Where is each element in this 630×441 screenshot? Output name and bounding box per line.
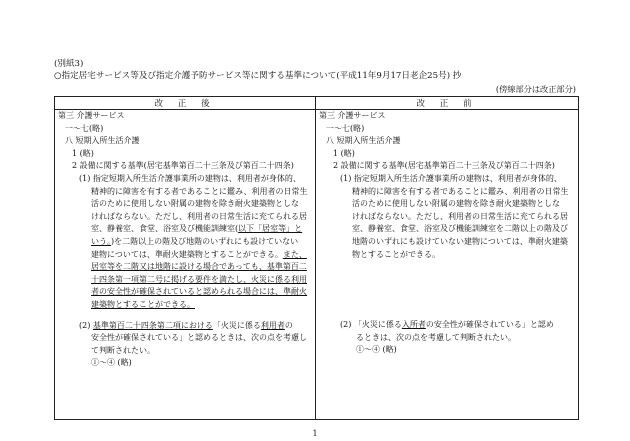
- text-line: 八 短期入所生活介護: [65, 136, 140, 146]
- page-number: 1: [312, 429, 318, 438]
- underlined-segment: また、: [282, 249, 307, 259]
- text-line: [55, 320, 315, 333]
- text-line: 精神的に障害を有する者であることに鑑み、利用者の日常生: [91, 186, 308, 196]
- text-line: [55, 223, 315, 236]
- underlined-line: 者の安全性が確保されていると認められる場合には、準耐火: [91, 287, 307, 297]
- underlined-line: 建築物とすることができる。: [91, 299, 195, 309]
- text-line: 地階のいずれにも設けていない建物については、準耐火建築: [352, 236, 568, 246]
- document-title: ○指定居宅サービス等及び指定介護予防サービス等に関する基準について(平成11年9月17日老企25号) 抄: [54, 71, 462, 81]
- column-header-before: 改 正 前: [316, 97, 579, 110]
- table-body-row: [55, 110, 579, 420]
- text-line: 2 設備に関する基準(居宅基準第百二十三条及び第百二十四条): [333, 161, 555, 171]
- text-line: 1 (略): [72, 148, 94, 158]
- text-line: 2 設備に関する基準(居宅基準第百二十三条及び第百二十四条): [72, 161, 294, 171]
- text-segment: (2): [79, 320, 93, 330]
- underlined-segment: 以下「居室等」と: [238, 224, 303, 234]
- text-line: 物とすることができる。: [352, 249, 440, 259]
- text-line: 1 (略): [333, 148, 355, 158]
- text-line: [55, 236, 315, 249]
- before-revision-text: [316, 110, 578, 357]
- text-line: 室、静養室、食堂、浴室及び機能訓練室を二階以上の階及び: [352, 224, 568, 234]
- attachment-label: (別紙3): [54, 59, 84, 69]
- text-line: (1) 指定短期入所生活介護事業所の建物は、利用者が身体的、: [340, 173, 562, 183]
- underlined-line: 居室等を二階又は地階に設ける場合であっても、基準第百二: [91, 262, 307, 272]
- text-segment: の: [284, 320, 293, 330]
- text-segment: 室、静養室、食堂、浴室及び機能訓練室(: [91, 224, 239, 234]
- text-line: 一〜七(略): [326, 123, 365, 133]
- after-revision-cell: [55, 110, 316, 420]
- text-line: (1) 指定短期入所生活介護事業所の建物は、利用者が身体的、: [79, 173, 301, 183]
- text-segment: (2) 「火災に係る: [340, 320, 402, 330]
- text-segment: 「火災に係る: [212, 320, 261, 330]
- underlined-segment: 利用者: [260, 320, 285, 330]
- text-segment: )を二階以上の階及び地階のいずれにも設けていない: [111, 236, 299, 246]
- text-line: 安全性が確保されている」と認めるときは、次の点を考慮し: [91, 333, 307, 343]
- text-line: 八 短期入所生活介護: [326, 136, 401, 146]
- text-line: 第三 介護サービス: [58, 111, 125, 120]
- comparison-table: [54, 96, 579, 420]
- underlined-line: 十四条第一項第二号に掲げる要件を満たし、火災に係る利用: [91, 274, 307, 284]
- underline-note: (傍線部分は改正部分): [495, 84, 576, 94]
- text-line: るときは、次の点を考慮して判断されたい。: [356, 332, 516, 342]
- text-line: [316, 319, 578, 332]
- text-line: 一〜七(略): [65, 123, 104, 133]
- before-revision-cell: [316, 110, 579, 420]
- text-line: 活のために使用しない附属の建物を除き耐火建築物としな: [91, 199, 299, 209]
- text-line: ければならない。ただし、利用者の日常生活に充てられる居: [91, 211, 307, 221]
- column-header-after: 改 正 後: [55, 97, 316, 110]
- text-line: て判断されたい。: [91, 345, 155, 355]
- text-line: 活のために使用しない附属の建物を除き耐火建築物としな: [352, 199, 560, 209]
- text-segment: 建物については、準耐火建築物とすることができる。: [91, 249, 283, 259]
- text-segment: の安全性が確保されている」と認め: [425, 320, 554, 330]
- text-line: [55, 249, 315, 262]
- text-line: ければならない。ただし、利用者の日常生活に充てられる居: [352, 211, 568, 221]
- underlined-segment: 入所者: [401, 320, 426, 330]
- underlined-segment: いう。: [91, 236, 111, 246]
- after-revision-text: [55, 110, 315, 370]
- text-line: ①〜④ (略): [91, 358, 132, 368]
- table-header-row: [55, 97, 579, 110]
- text-line: ①〜④ (略): [356, 345, 397, 355]
- text-line: 第三 介護サービス: [319, 111, 386, 120]
- underlined-segment: 基準第百二十四条第二項における: [92, 320, 213, 330]
- text-line: 精神的に障害を有する者であることに鑑み、利用者の日常生: [352, 186, 569, 196]
